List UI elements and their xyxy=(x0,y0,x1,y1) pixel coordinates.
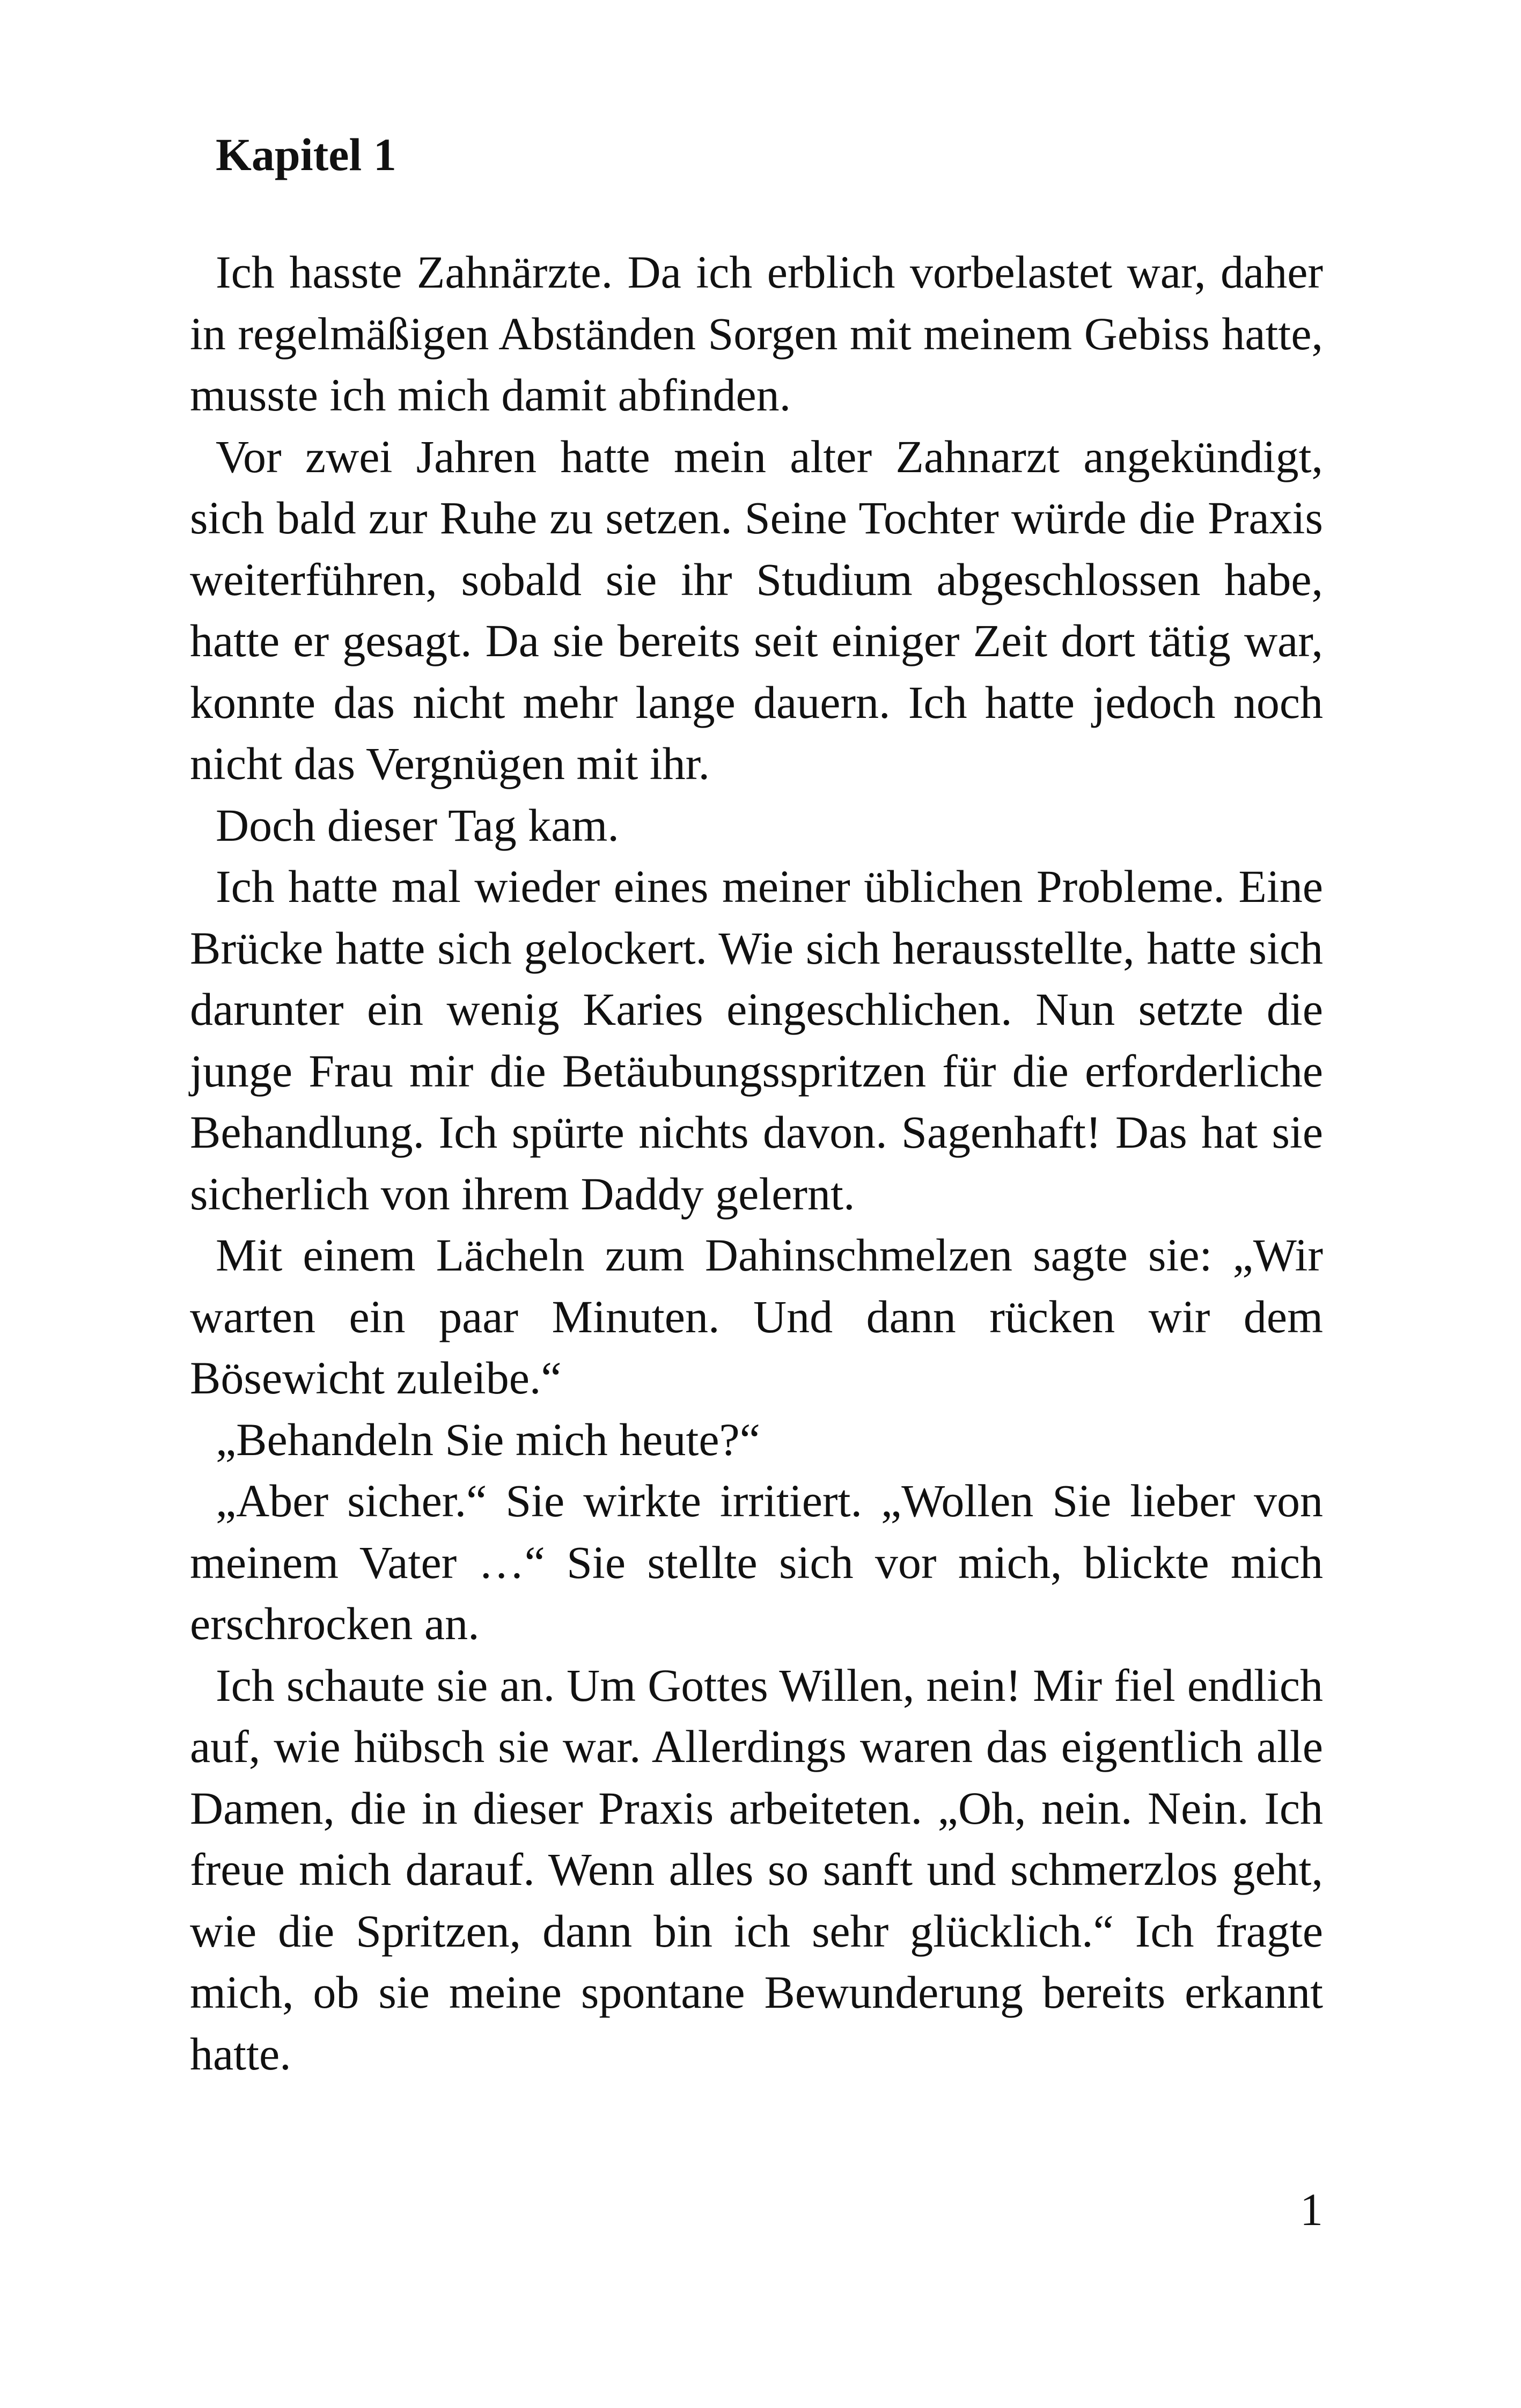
paragraph: Ich schaute sie an. Um Gottes Willen, nein! Mir fiel endlich auf, wie hübsch sie war. Allerdings waren das eigentlich alle Damen, die in dieser Praxis arbeiteten. „Oh, nein. Nein. Ich freue mich darauf. Wenn alles so sanft und schmerzlos geht, wie die Spritzen, dann bin ich sehr glücklich.“ Ich fragte mich, ob sie meine spontane Bewunderung bereits erkannt hatte. xyxy=(190,1659,1323,2080)
page-number: 1 xyxy=(1300,2184,1323,2235)
chapter-title: Kapitel 1 xyxy=(216,129,396,180)
chapter-body xyxy=(190,241,1323,2084)
paragraph: Mit einem Lächeln zum Dahinschmelzen sagte sie: „Wir warten ein paar Minuten. Und dann rücken wir dem Bösewicht zuleibe.“ xyxy=(190,1229,1323,1404)
paragraph: „Behandeln Sie mich heute?“ xyxy=(216,1413,760,1465)
paragraph: „Aber sicher.“ Sie wirkte irritiert. „Wollen Sie lieber von meinem Vater …“ Sie stellte sich vor mich, blickte mich erschrocken an. xyxy=(190,1475,1323,1649)
paragraph: Ich hatte mal wieder eines meiner üblichen Probleme. Eine Brücke hatte sich gelockert. Wie sich herausstellte, hatte sich darunter ein wenig Karies eingeschlichen. Nun setzte die junge Frau mir die Betäubungsspritzen für die erforderliche Behandlung. Ich spürte nichts davon. Sagenhaft! Das hat sie sicherlich von ihrem Daddy gelernt. xyxy=(190,861,1323,1220)
paragraph: Doch dieser Tag kam. xyxy=(216,799,619,851)
paragraph: Ich hasste Zahnärzte. Da ich erblich vorbelastet war, daher in regelmäßigen Abständen Sorgen mit meinem Gebiss hatte, musste ich mich damit abfinden. xyxy=(190,246,1323,421)
paragraph: Vor zwei Jahren hatte mein alter Zahnarzt angekündigt, sich bald zur Ruhe zu setzen. Seine Tochter würde die Praxis weiterführen, sobald sie ihr Studium abgeschlossen habe, hatte er gesagt. Da sie bereits seit einiger Zeit dort tätig war, konnte das nicht mehr lange dauern. Ich hatte jedoch noch nicht das Vergnügen mit ihr. xyxy=(190,430,1323,789)
